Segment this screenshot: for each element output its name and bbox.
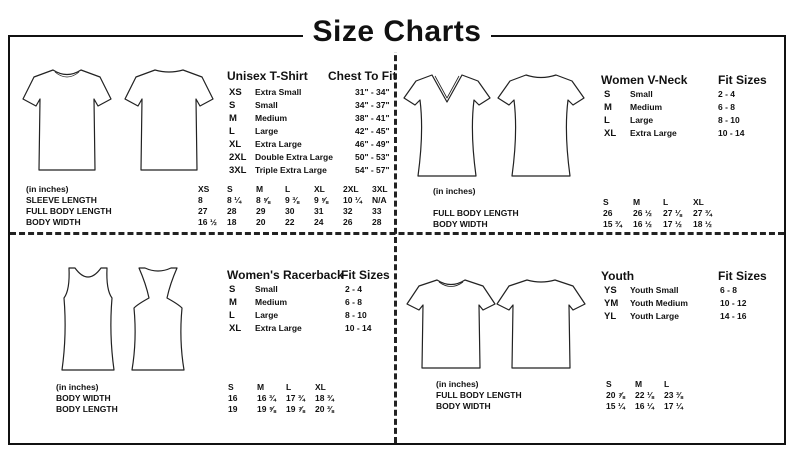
- measure-value: 20 ⅜: [315, 404, 334, 414]
- measure-row-label: BODY WIDTH: [56, 393, 111, 403]
- size-fit: 6 - 8: [718, 102, 736, 112]
- measure-value: 8 ⅝: [256, 195, 271, 205]
- measure-value: 17 ¼: [664, 401, 683, 411]
- size-label: Large: [630, 115, 654, 125]
- page-title: Size Charts: [303, 12, 492, 52]
- size-code: YM: [604, 298, 619, 309]
- measure-header-row: [26, 184, 401, 195]
- measure-value: 26: [603, 208, 613, 218]
- size-fit: 46" - 49": [355, 139, 390, 149]
- vneck-size-row: [604, 114, 758, 127]
- measure-value: 23 ⅜: [664, 390, 683, 400]
- size-code: M: [229, 113, 237, 124]
- racerback-back-icon: [130, 264, 186, 374]
- measure-value: 18 ½: [693, 219, 712, 229]
- measure-value: 17 ¾: [286, 393, 305, 403]
- measure-value: 16 ½: [198, 217, 217, 227]
- measure-value: 18: [227, 217, 237, 227]
- racerback-size-row: [229, 309, 385, 322]
- measure-unit-label: (in inches): [436, 379, 479, 389]
- size-label: Large: [255, 126, 279, 136]
- unisex-size-row: [229, 164, 395, 177]
- size-label: Youth Small: [630, 285, 679, 295]
- size-label: Triple Extra Large: [255, 165, 327, 175]
- racerback-size-row: [229, 322, 385, 335]
- size-fit: 31" - 34": [355, 87, 390, 97]
- size-code: M: [604, 102, 612, 113]
- vneck-fit-header: Fit Sizes: [718, 73, 767, 87]
- racerback-front-icon: [60, 264, 116, 374]
- measure-col-header: 3XL: [372, 184, 388, 194]
- measure-col-header: XL: [315, 382, 326, 392]
- measure-row: [26, 206, 401, 217]
- vneck-size-row: [604, 127, 758, 140]
- youth-size-row: [604, 310, 760, 323]
- vneck-front-icon: [402, 72, 492, 180]
- measure-value: 16 ½: [633, 219, 652, 229]
- measure-col-header: L: [286, 382, 292, 392]
- size-fit: 8 - 10: [345, 310, 367, 320]
- size-code: S: [604, 89, 611, 100]
- measure-col-header: L: [285, 184, 291, 194]
- measure-value: 28: [372, 217, 382, 227]
- size-fit: 10 - 14: [718, 128, 745, 138]
- size-label: Extra Large: [255, 139, 302, 149]
- title-wrap: [0, 12, 794, 52]
- size-code: 3XL: [229, 165, 247, 176]
- measure-col-header: XS: [198, 184, 210, 194]
- size-label: Extra Large: [255, 323, 302, 333]
- measure-header-row: [436, 379, 693, 390]
- size-fit: 54" - 57": [355, 165, 390, 175]
- vneck-size-row: [604, 88, 758, 101]
- measure-value: 24: [314, 217, 324, 227]
- unisex-size-row: [229, 125, 395, 138]
- measure-value: 20 ⅞: [606, 390, 625, 400]
- size-code: 2XL: [229, 152, 247, 163]
- measure-header-row: [433, 186, 723, 197]
- size-label: Youth Large: [630, 311, 679, 321]
- youth-tshirt-back-icon: [496, 276, 586, 372]
- unisex-size-row: [229, 151, 395, 164]
- measure-value: 8 ¼: [227, 195, 242, 205]
- measure-value: 18 ¾: [315, 393, 334, 403]
- measure-unit-label: (in inches): [26, 184, 69, 194]
- measure-row: [26, 217, 401, 228]
- measure-col-header: M: [256, 184, 264, 194]
- size-code: XL: [229, 323, 242, 334]
- measure-value: 15 ¼: [606, 401, 625, 411]
- measure-header-row: [433, 197, 723, 208]
- size-label: Small: [255, 100, 278, 110]
- vneck-size-row: [604, 101, 758, 114]
- unisex-size-row: [229, 138, 395, 151]
- measure-row: [56, 404, 344, 415]
- size-fit: 38" - 41": [355, 113, 390, 123]
- racerback-size-row: [229, 283, 385, 296]
- size-label: Extra Small: [255, 87, 302, 97]
- size-fit: 10 - 14: [345, 323, 372, 333]
- unisex-size-list: [229, 86, 395, 177]
- measure-col-header: M: [633, 197, 641, 207]
- youth-title: Youth: [601, 269, 635, 283]
- measure-row: [436, 401, 693, 412]
- measure-row-label: FULL BODY LENGTH: [26, 206, 112, 216]
- youth-measure-table: [436, 379, 693, 412]
- size-fit: 34" - 37": [355, 100, 390, 110]
- unisex-size-row: [229, 112, 395, 125]
- size-label: Medium: [255, 297, 288, 307]
- measure-value: 32: [343, 206, 353, 216]
- size-code: S: [229, 284, 236, 295]
- measure-col-header: S: [606, 379, 612, 389]
- measure-row-label: BODY LENGTH: [56, 404, 118, 414]
- measure-col-header: S: [228, 382, 234, 392]
- size-fit: 10 - 12: [720, 298, 747, 308]
- size-label: Double Extra Large: [255, 152, 333, 162]
- measure-value: 19: [228, 404, 238, 414]
- youth-size-row: [604, 284, 760, 297]
- unisex-measure-table: [26, 184, 401, 228]
- measure-value: N/A: [372, 195, 387, 205]
- measure-value: 15 ¾: [603, 219, 622, 229]
- measure-col-header: S: [603, 197, 609, 207]
- size-label: Medium: [255, 113, 288, 123]
- measure-value: 27 ¾: [693, 208, 712, 218]
- size-code: L: [604, 115, 610, 126]
- measure-col-header: M: [635, 379, 643, 389]
- racerback-title: Women's Racerback: [227, 268, 344, 282]
- size-label: Medium: [630, 102, 663, 112]
- size-fit: 6 - 8: [345, 297, 363, 307]
- size-code: YL: [604, 311, 617, 322]
- size-code: XL: [604, 128, 617, 139]
- size-label: Extra Large: [630, 128, 677, 138]
- measure-value: 29: [256, 206, 266, 216]
- unisex-size-row: [229, 86, 395, 99]
- measure-col-header: M: [257, 382, 265, 392]
- unisex-tshirt-back-icon: [124, 66, 214, 176]
- youth-fit-header: Fit Sizes: [718, 269, 767, 283]
- measure-value: 33: [372, 206, 382, 216]
- vneck-title: Women V-Neck: [601, 73, 688, 87]
- unisex-tshirt-front-icon: [22, 66, 112, 176]
- racerback-fit-header: Fit Sizes: [341, 268, 390, 282]
- racerback-size-list: [229, 283, 385, 335]
- size-fit: 50" - 53": [355, 152, 390, 162]
- size-code: XL: [229, 139, 242, 150]
- measure-row: [436, 390, 693, 401]
- measure-value: 9 ⅝: [314, 195, 329, 205]
- vneck-size-list: [604, 88, 758, 140]
- measure-row-label: BODY WIDTH: [433, 219, 488, 229]
- size-label: Small: [630, 89, 653, 99]
- youth-size-row: [604, 297, 760, 310]
- size-fit: 6 - 8: [720, 285, 738, 295]
- vneck-back-icon: [496, 72, 586, 180]
- unisex-size-row: [229, 99, 395, 112]
- measure-value: 26 ½: [633, 208, 652, 218]
- size-code: M: [229, 297, 237, 308]
- measure-value: 30: [285, 206, 295, 216]
- measure-value: 8: [198, 195, 203, 205]
- measure-value: 27 ⅛: [663, 208, 682, 218]
- measure-col-header: 2XL: [343, 184, 359, 194]
- measure-value: 9 ⅜: [285, 195, 300, 205]
- measure-col-header: XL: [693, 197, 704, 207]
- measure-row-label: FULL BODY LENGTH: [436, 390, 522, 400]
- size-fit: 2 - 4: [345, 284, 363, 294]
- measure-value: 16: [228, 393, 238, 403]
- size-fit: 2 - 4: [718, 89, 736, 99]
- measure-value: 28: [227, 206, 237, 216]
- size-fit: 42" - 45": [355, 126, 390, 136]
- measure-row-label: FULL BODY LENGTH: [433, 208, 519, 218]
- size-code: L: [229, 310, 235, 321]
- size-fit: 8 - 10: [718, 115, 740, 125]
- measure-row: [26, 195, 401, 206]
- size-label: Large: [255, 310, 279, 320]
- measure-row-label: BODY WIDTH: [26, 217, 81, 227]
- unisex-title: Unisex T-Shirt: [227, 69, 308, 83]
- size-code: S: [229, 100, 236, 111]
- measure-col-header: L: [664, 379, 670, 389]
- measure-col-header: S: [227, 184, 233, 194]
- measure-header-row: [56, 382, 344, 393]
- measure-value: 31: [314, 206, 324, 216]
- measure-value: 19 ⅝: [257, 404, 276, 414]
- size-label: Small: [255, 284, 278, 294]
- measure-col-header: XL: [314, 184, 325, 194]
- measure-value: 16 ¼: [635, 401, 654, 411]
- racerback-size-row: [229, 296, 385, 309]
- unisex-fit-header: Chest To Fit: [328, 69, 397, 83]
- size-fit: 14 - 16: [720, 311, 747, 321]
- measure-value: 16 ¾: [257, 393, 276, 403]
- horizontal-divider: [10, 232, 784, 235]
- measure-row-label: SLEEVE LENGTH: [26, 195, 97, 205]
- measure-value: 22: [285, 217, 295, 227]
- youth-size-list: [604, 284, 760, 323]
- measure-value: 19 ⅞: [286, 404, 305, 414]
- size-code: XS: [229, 87, 242, 98]
- size-label: Youth Medium: [630, 298, 688, 308]
- size-code: YS: [604, 285, 617, 296]
- measure-value: 20: [256, 217, 266, 227]
- measure-value: 22 ⅛: [635, 390, 654, 400]
- youth-tshirt-front-icon: [406, 276, 496, 372]
- measure-value: 17 ½: [663, 219, 682, 229]
- measure-row: [433, 208, 723, 219]
- measure-value: 27: [198, 206, 208, 216]
- size-code: L: [229, 126, 235, 137]
- measure-unit-label: (in inches): [433, 186, 476, 196]
- measure-row: [433, 219, 723, 230]
- racerback-measure-table: [56, 382, 344, 415]
- measure-row: [56, 393, 344, 404]
- measure-row-label: BODY WIDTH: [436, 401, 491, 411]
- vneck-measure-table: [433, 186, 723, 230]
- measure-col-header: L: [663, 197, 669, 207]
- measure-unit-label: (in inches): [56, 382, 99, 392]
- measure-value: 26: [343, 217, 353, 227]
- measure-value: 10 ¼: [343, 195, 362, 205]
